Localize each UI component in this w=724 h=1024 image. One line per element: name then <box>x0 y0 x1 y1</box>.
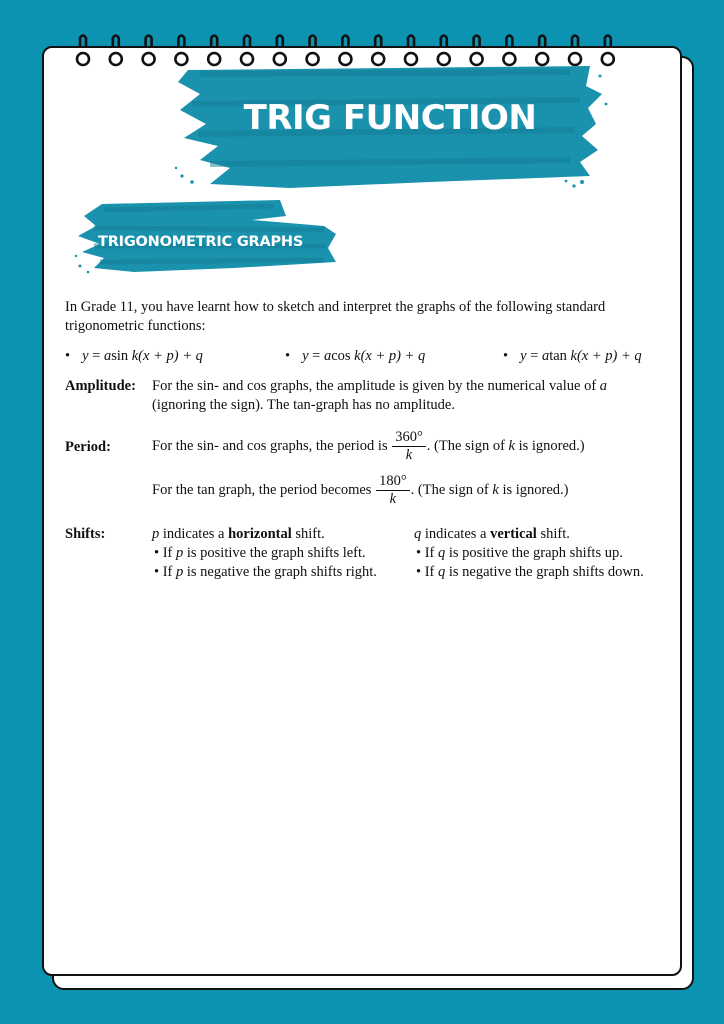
binding-ring <box>569 36 581 66</box>
shifts-label: Shifts: <box>65 526 106 542</box>
binding-ring <box>208 36 220 66</box>
amplitude-text: For the sin- and cos graphs, the amplitude is given by the numerical value of a (ignoring the sign). The tan-graph has no amplitude. <box>152 378 608 413</box>
binding-ring <box>307 36 319 66</box>
formula-cos: • y = acos k(x + p) + q <box>285 348 426 364</box>
section-subtitle: TRIGONOMETRIC GRAPHS <box>98 234 304 250</box>
binding-ring <box>438 36 450 66</box>
intro-line: In Grade 11, you have learnt how to sketch and interpret the graphs of the following standard <box>65 299 606 315</box>
binding-ring <box>471 36 483 66</box>
fraction-180-over-k: $\frac{180^\circ}{k}$ <box>376 473 410 508</box>
binding-ring <box>602 36 614 66</box>
binding-ring <box>372 36 384 66</box>
binding-ring <box>405 36 417 66</box>
binding-ring <box>339 36 351 66</box>
amplitude-section <box>65 377 655 425</box>
period-sincos-text: For the sin- and cos graphs, the period is $\frac{360^\circ}{k}$ . (The sign of k is ignored.) <box>152 429 585 463</box>
shift-q-column: q indicates a vertical shift. • If q is positive the graph shifts up. • If q is negative the graph shifts down. <box>414 526 644 580</box>
binding-ring <box>274 36 286 66</box>
period-section <box>65 429 655 473</box>
period-tan-row <box>65 473 655 525</box>
period-label: Period: <box>65 439 111 455</box>
formula-list <box>65 347 655 369</box>
content <box>65 298 655 585</box>
shift-p-column: p indicates a horizontal shift. • If p is positive the graph shifts left. • If p is negative the graph shifts right. <box>152 526 377 580</box>
amplitude-label: Amplitude: <box>65 378 136 394</box>
fraction-360-over-k: $\frac{360^\circ}{k}$ <box>392 429 426 464</box>
binding-ring <box>503 36 515 66</box>
shifts-section <box>65 525 655 585</box>
period-tan-text: For the tan graph, the period becomes $\frac{180^\circ}{k}$ . (The sign of k is ignored.) <box>152 473 569 507</box>
binding-ring <box>143 36 155 66</box>
binding-ring <box>536 36 548 66</box>
intro-paragraph <box>65 298 655 336</box>
formula-tan: • y = atan k(x + p) + q <box>503 348 642 364</box>
binding-ring <box>241 36 253 66</box>
binding-ring <box>110 36 122 66</box>
binding-ring <box>175 36 187 66</box>
page-title: TRIG FUNCTION <box>243 98 537 138</box>
formula-sin: • y = asin k(x + p) + q <box>65 348 203 364</box>
binding-ring <box>77 36 89 66</box>
intro-line: trigonometric functions: <box>65 318 206 334</box>
